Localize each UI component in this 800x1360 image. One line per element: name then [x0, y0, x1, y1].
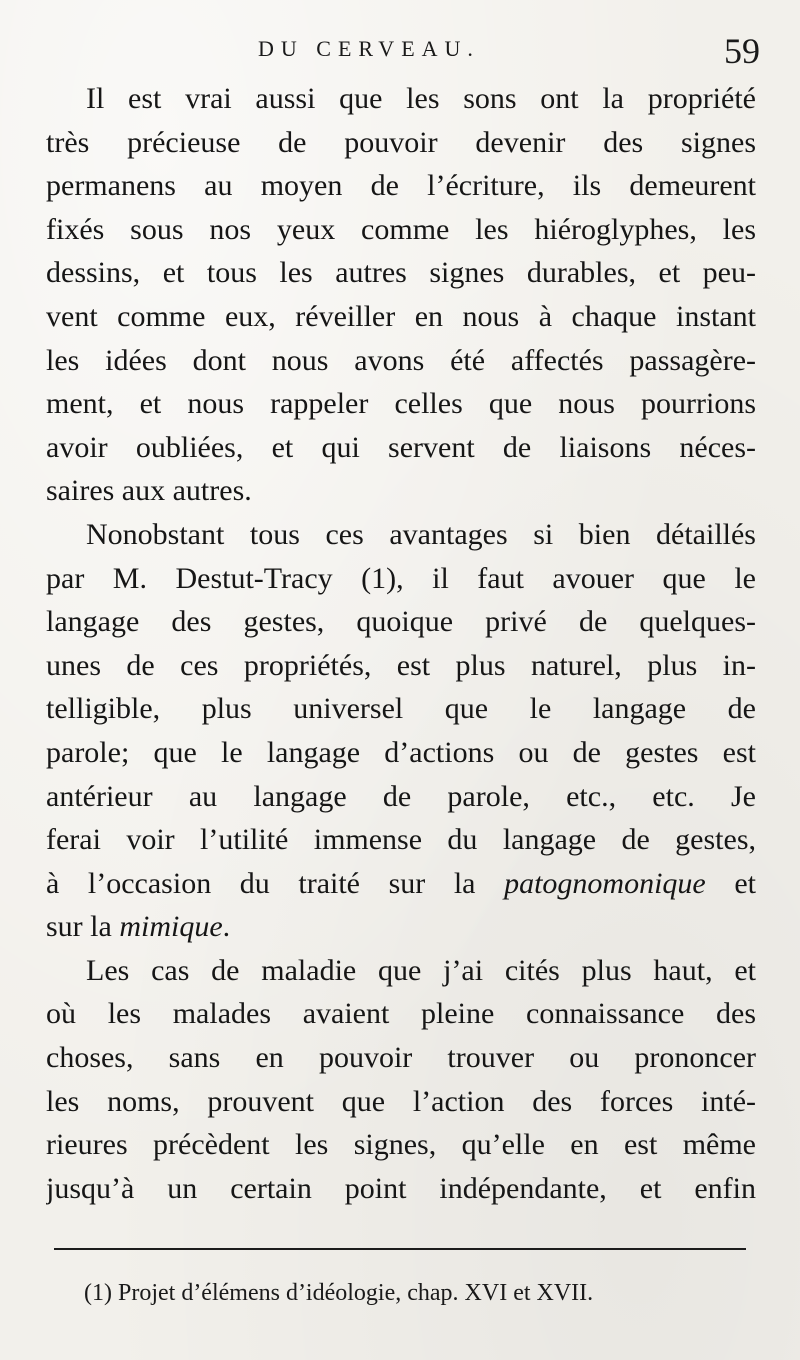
text-line: unes de ces propriétés, est plus naturel, plus in- [46, 648, 756, 682]
text-line: antérieur au langage de parole, etc., etc. Je [46, 779, 756, 813]
text-line: dessins, et tous les autres signes durables, et peu- [46, 256, 756, 290]
text-line: ferai voir l’utilité immense du langage de gestes, [46, 823, 756, 857]
text-line: permanens au moyen de l’écriture, ils demeurent [46, 169, 756, 203]
text-line: Il est vrai aussi que les sons ont la propriété [86, 82, 756, 115]
text-line: très précieuse de pouvoir devenir des signes [46, 125, 756, 159]
text-line: telligible, plus universel que le langage de [46, 692, 756, 726]
text-line: rieures précèdent les signes, qu’elle en est même [46, 1128, 756, 1162]
italic-term: patognomonique [504, 866, 706, 900]
footnote: (1) Projet d’élémens d’idéologie, chap. XVI et XVII. [84, 1280, 594, 1306]
text-line: par M. Destut-Tracy (1), il faut avouer que le [46, 561, 756, 595]
text-line: saires aux autres. [46, 474, 252, 508]
text-line: les noms, prouvent que l’action des forces inté- [46, 1084, 756, 1118]
text-segment: à l’occasion du traité sur la [46, 866, 476, 900]
body-text [46, 77, 756, 1210]
text-line: langage des gestes, quoique privé de quelques- [46, 605, 756, 639]
text-line: Nonobstant tous ces avantages si bien détaillés [86, 517, 756, 551]
text-line: avoir oubliées, et qui servent de liaisons néces- [46, 430, 756, 464]
text-segment: et [734, 866, 756, 900]
text-line: Les cas de maladie que j’ai cités plus haut, et [86, 953, 756, 987]
text-line-mixed [46, 862, 756, 906]
text-line: où les malades avaient pleine connaissance des [46, 997, 756, 1031]
text-line: ment, et nous rappeler celles que nous pourrions [46, 387, 756, 421]
footnote-divider [54, 1248, 746, 1250]
text-segment: . [222, 910, 231, 944]
text-line-mixed [46, 905, 756, 949]
text-line: jusqu’à un certain point indépendante, et enfin [46, 1171, 756, 1205]
page-number: 59 [724, 31, 760, 71]
text-line: parole; que le langage d’actions ou de gestes est [46, 735, 756, 769]
text-segment: sur la [46, 910, 112, 944]
running-title: DU CERVEAU. [258, 36, 480, 61]
text-line: choses, sans en pouvoir trouver ou prononcer [46, 1041, 756, 1075]
text-line: vent comme eux, réveiller en nous à chaque instant [46, 299, 756, 333]
text-line: les idées dont nous avons été affectés passagère- [46, 343, 756, 377]
italic-term: mimique [119, 910, 223, 944]
text-line: fixés sous nos yeux comme les hiéroglyphes, les [46, 212, 756, 246]
